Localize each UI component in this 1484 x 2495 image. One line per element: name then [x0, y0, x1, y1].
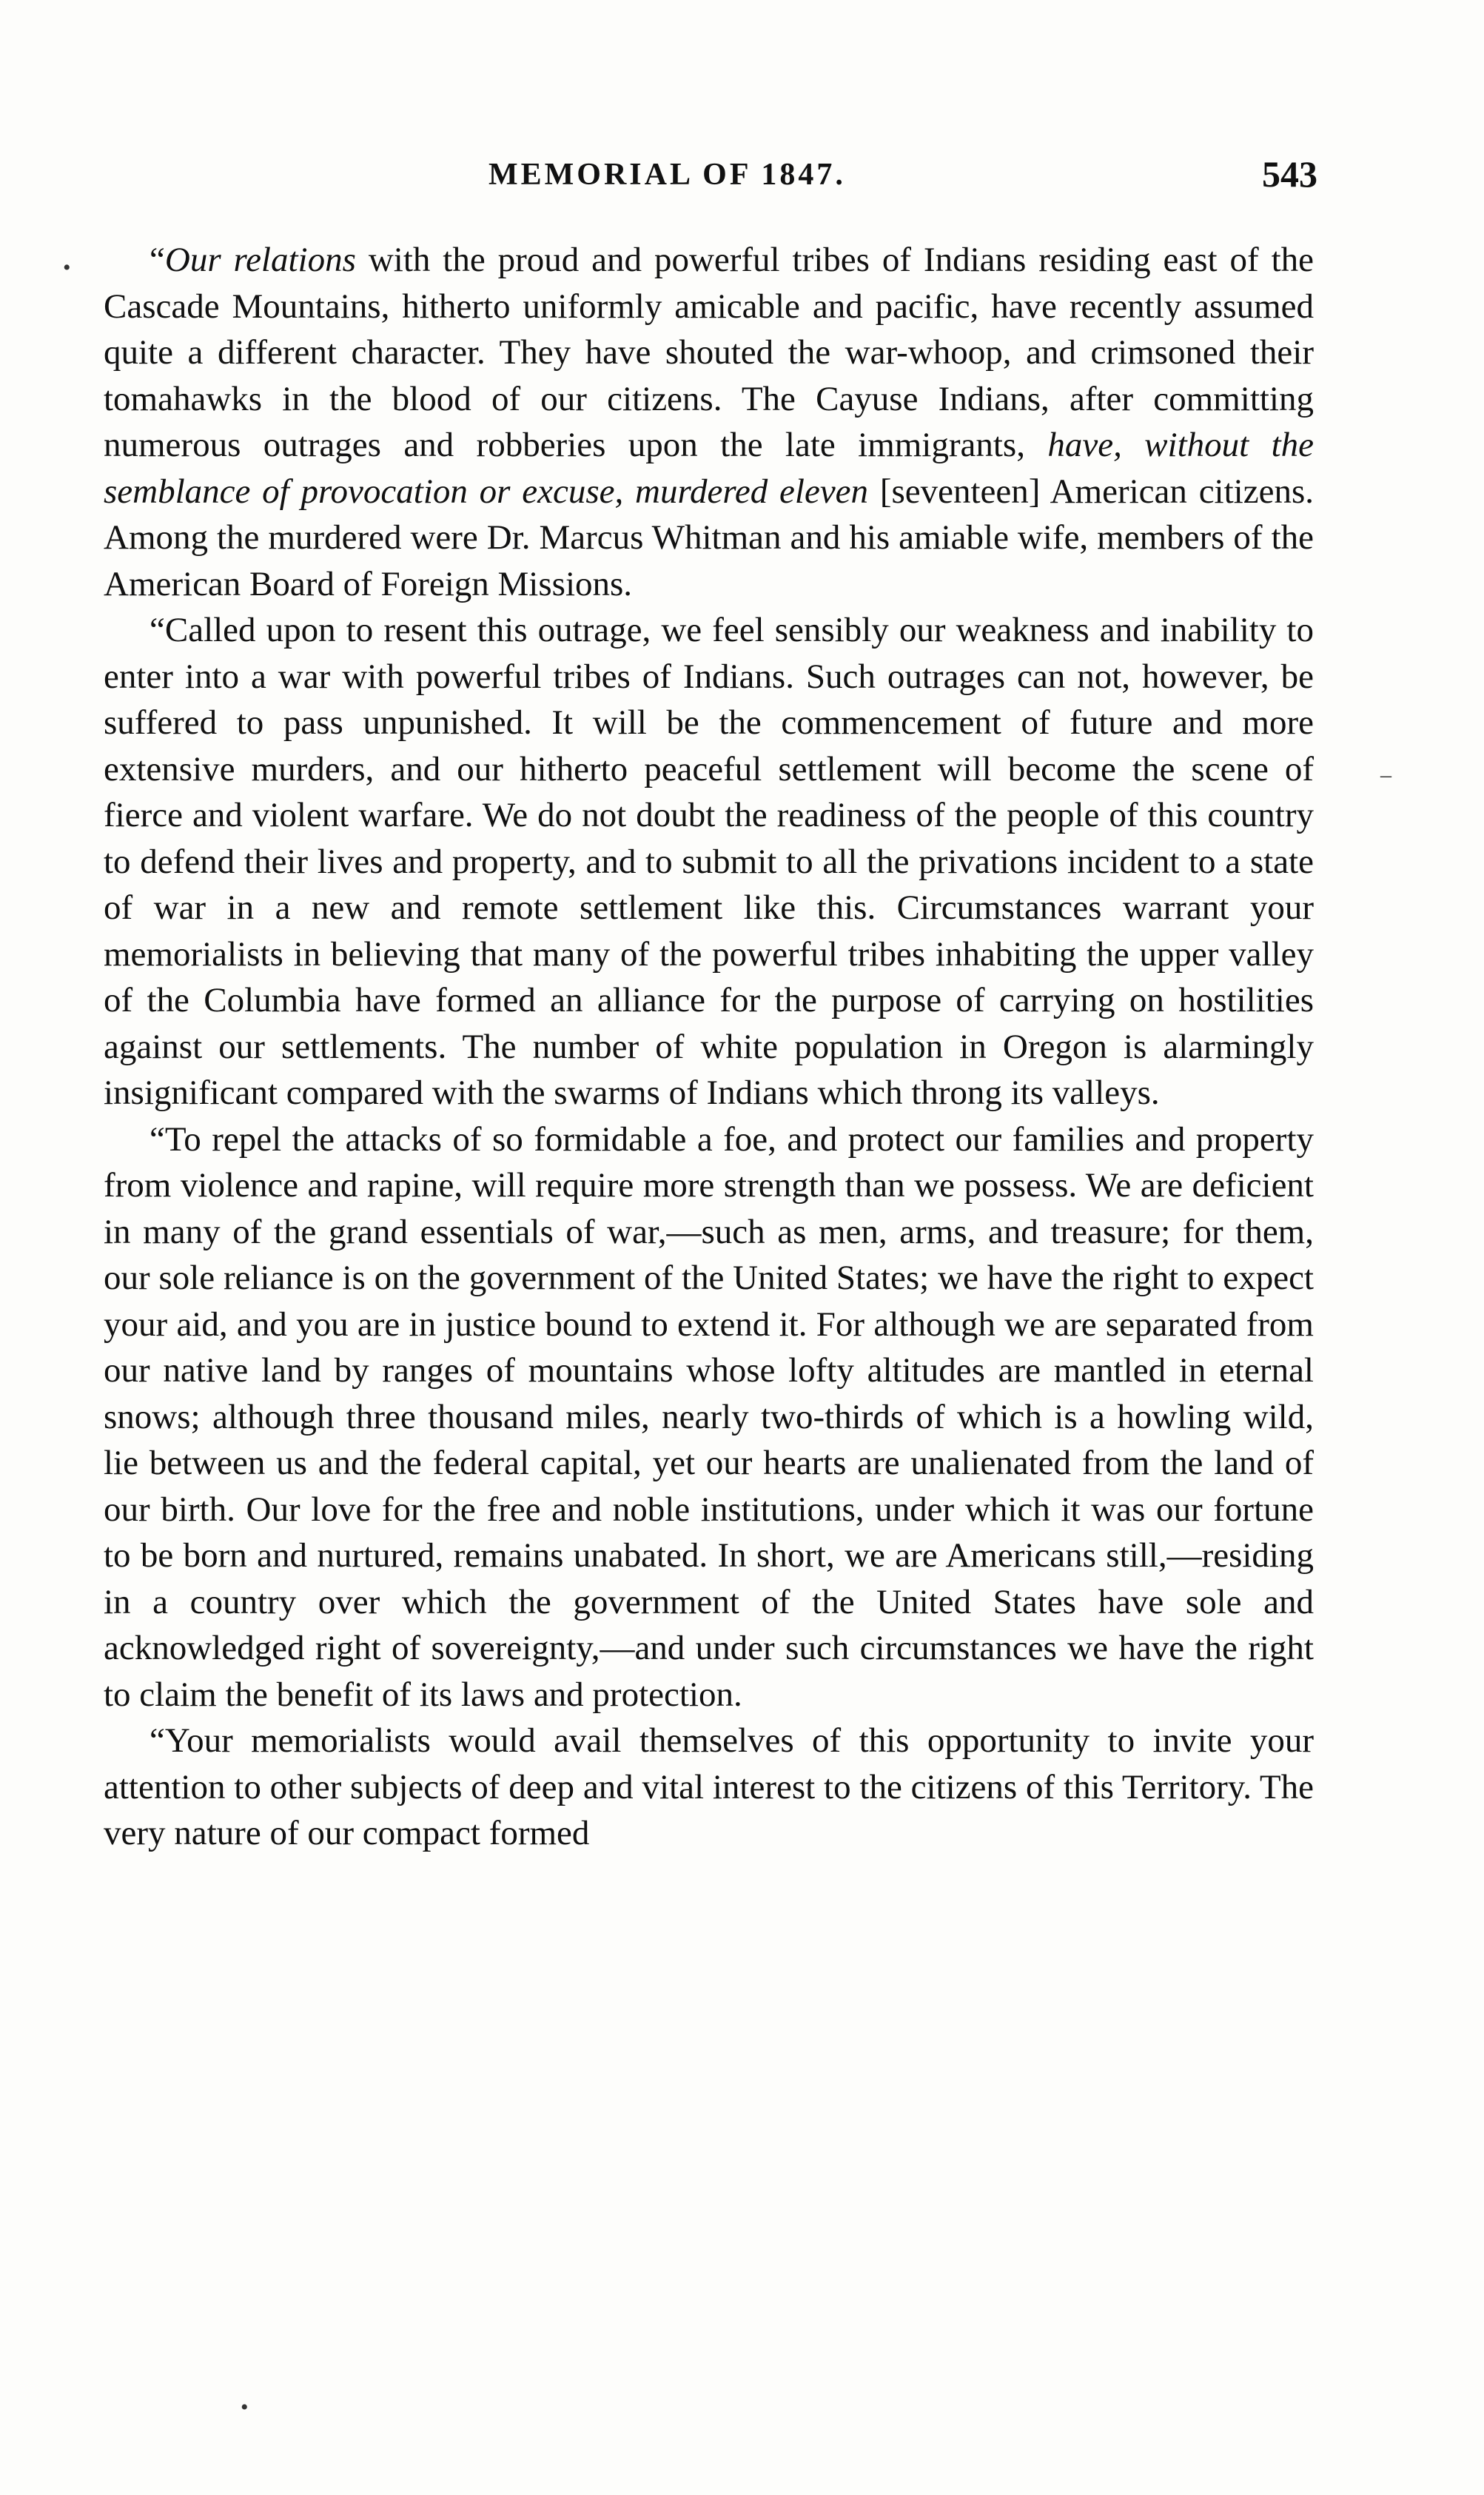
paragraph-1-segment-3: with the proud and powerful tribes of Indians residing east of the Cascade Mountains, hitherto uniformly amicable and pacific, have recently assumed quite a different character. They have shouted the war-whoop, and crimsoned their tomahawks in the blood of our citizens. The Cayuse Indians, after committing numerous outrages and robberies upon the late immigrants,	[104, 241, 1314, 464]
paragraph-4-segment-1: “Your memorialists would avail themselves of this opportunity to invite your attention to other subjects of deep and vital interest to the citizens of this Territory. The very nature of our compact formed	[104, 1721, 1314, 1852]
paragraph-3-segment-1: “To repel the attacks of so formidable a foe, and protect our families and property from violence and rapine, will require more strength than we possess. We are deficient in many of the grand essentials of war,—such as men, arms, and treasure; for them, our sole reliance is on the government of the United States; we have the right to expect your aid, and you are in justice bound to extend it. For although we are separated from our native land by ranges of mountains whose lofty altitudes are mantled in eternal snows; although three thousand miles, nearly two-thirds of which is a howling wild, lie between us and the federal capital, yet our hearts are unalienated from the land of our birth. Our love for the free and noble institutions, under which it was our fortune to be born and nurtured, remains unabated. In short, we are Americans still,—residing in a country over which the government of the United States have sole and acknowledged right of sovereignty,—and under such circumstances we have the right to claim the benefit of its laws and protection.	[104, 1119, 1314, 1714]
paragraph-1-segment-1: “	[150, 241, 165, 279]
paragraph-2-segment-1: “Called upon to resent this outrage, we feel sensibly our weakness and inability to enter into a war with powerful tribes of Indians. Such outrages can not, however, be suffered to pass unpunished. It will be the commencement of future and more extensive murders, and our hitherto peaceful settlement will become the scene of fierce and violent warfare. We do not doubt the readiness of the people of this country to defend their lives and property, and to submit to all the privations incident to a state of war in a new and remote settlement like this. Circumstances warrant your memorialists in believing that many of the powerful tribes inhabiting the upper valley of the Columbia have formed an alliance for the purpose of carrying on hostilities against our settlements. The number of white population in Oregon is alarmingly insignificant compared with the swarms of Indians which throng its valleys.	[104, 611, 1314, 1112]
paragraph-3	[104, 1116, 1314, 1718]
paragraph-4	[104, 1718, 1314, 1857]
paragraph-2	[104, 607, 1314, 1116]
paragraph-1-segment-2: Our relations	[164, 241, 356, 279]
paragraph-1-segment-5: [seventeen] American citizens. Among the murdered were Dr. Marcus Whitman and his amiable wife, members of the American Board of Foreign Missions.	[104, 472, 1314, 603]
page-number: 543	[1262, 153, 1317, 195]
paragraph-1-segment-4: have, without the semblance of provocation or excuse, murdered eleven	[104, 426, 1314, 511]
body-text	[104, 237, 1314, 1857]
margin-dot-mark: •	[63, 255, 71, 280]
bottom-dot-mark: •	[241, 2395, 249, 2419]
running-title: MEMORIAL OF 1847.	[488, 158, 846, 192]
paragraph-1	[104, 237, 1314, 607]
margin-dash-mark: –	[1380, 763, 1391, 787]
page-header	[104, 153, 1317, 209]
